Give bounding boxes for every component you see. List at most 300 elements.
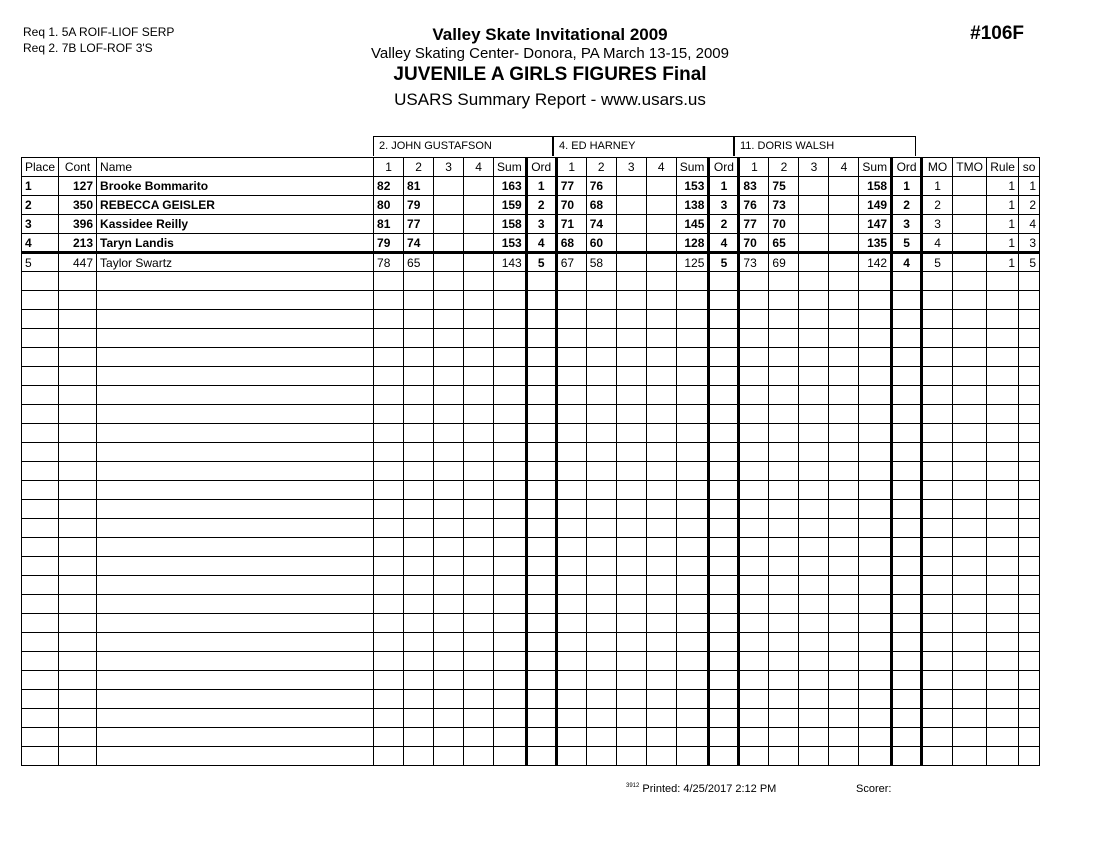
column-header-row	[22, 158, 1040, 177]
judge1-sum-cell	[494, 614, 527, 633]
judge2-sum-cell	[676, 500, 709, 519]
judge2-score-cell	[646, 462, 676, 481]
judge1-score-cell	[434, 652, 464, 671]
so-cell	[1019, 500, 1040, 519]
judge2-ord-cell	[709, 576, 739, 595]
judge2-sum-cell	[676, 462, 709, 481]
judge1-score-cell	[404, 652, 434, 671]
judge2-sum-cell	[676, 709, 709, 728]
judge1-sum-cell	[494, 272, 527, 291]
judge2-score-cell	[586, 405, 616, 424]
judge3-score-cell: 70	[739, 234, 769, 253]
judge2-score-cell	[556, 424, 586, 443]
judge1-score-cell	[374, 386, 404, 405]
judge1-score-cell	[374, 329, 404, 348]
judge-header-1: 2. JOHN GUSTAFSON	[373, 136, 553, 156]
rule-cell	[987, 310, 1019, 329]
judge2-score-cell: 74	[586, 215, 616, 234]
judge1-score-cell	[464, 633, 494, 652]
rule-cell	[987, 519, 1019, 538]
judge2-score-cell	[556, 671, 586, 690]
judge3-score-cell	[799, 234, 829, 253]
judge1-sum-cell	[494, 538, 527, 557]
place-cell	[22, 443, 59, 462]
judge2-score-cell	[616, 405, 646, 424]
judge1-score-cell: 74	[404, 234, 434, 253]
judge1-score-cell	[434, 709, 464, 728]
judge2-sum-cell	[676, 538, 709, 557]
judge2-score-cell	[586, 519, 616, 538]
empty-row	[22, 481, 1040, 500]
judge3-ord-cell	[892, 747, 922, 766]
judge1-sum-cell: 143	[494, 253, 527, 272]
so-cell	[1019, 272, 1040, 291]
judge1-score-cell	[374, 709, 404, 728]
col-j1-score4: 4	[464, 158, 494, 177]
judge2-ord-cell	[709, 595, 739, 614]
col-j3-sum: Sum	[859, 158, 892, 177]
judge2-score-cell	[556, 405, 586, 424]
judge2-ord-cell	[709, 481, 739, 500]
cont-cell: 396	[59, 215, 97, 234]
place-cell	[22, 386, 59, 405]
judge2-score-cell	[616, 196, 646, 215]
judge2-sum-cell	[676, 310, 709, 329]
mo-cell	[922, 690, 953, 709]
judge2-score-cell	[586, 633, 616, 652]
judge3-ord-cell	[892, 443, 922, 462]
cont-cell	[59, 519, 97, 538]
so-cell	[1019, 652, 1040, 671]
table-row	[22, 253, 1040, 272]
judge1-ord-cell	[526, 652, 556, 671]
judge1-score-cell: 79	[374, 234, 404, 253]
judge3-score-cell	[829, 272, 859, 291]
name-cell	[97, 291, 374, 310]
judge2-score-cell	[616, 329, 646, 348]
tmo-cell	[953, 291, 987, 310]
judge3-sum-cell	[859, 671, 892, 690]
judge2-score-cell	[646, 215, 676, 234]
so-cell: 5	[1019, 253, 1040, 272]
tmo-cell	[953, 633, 987, 652]
judge3-score-cell	[769, 557, 799, 576]
tmo-cell	[953, 367, 987, 386]
judge1-score-cell	[464, 690, 494, 709]
mo-cell	[922, 348, 953, 367]
name-cell	[97, 671, 374, 690]
judge2-score-cell	[646, 177, 676, 196]
judge2-score-cell	[616, 538, 646, 557]
judge1-sum-cell	[494, 481, 527, 500]
judge2-sum-cell	[676, 405, 709, 424]
judge2-ord-cell	[709, 538, 739, 557]
so-cell	[1019, 481, 1040, 500]
judge2-score-cell	[556, 348, 586, 367]
judge1-ord-cell	[526, 443, 556, 462]
judge3-score-cell	[799, 538, 829, 557]
judge2-score-cell	[586, 728, 616, 747]
judge1-ord-cell	[526, 538, 556, 557]
judge3-score-cell	[739, 633, 769, 652]
judge1-sum-cell: 153	[494, 234, 527, 253]
judge1-sum-cell	[494, 576, 527, 595]
cont-cell	[59, 500, 97, 519]
requirement-1: Req 1. 5A ROIF-LIOF SERP	[23, 25, 175, 39]
place-cell: 5	[22, 253, 59, 272]
col-j1-score1: 1	[374, 158, 404, 177]
judge2-score-cell	[646, 614, 676, 633]
judge1-score-cell	[434, 690, 464, 709]
judge1-score-cell	[434, 500, 464, 519]
judge1-sum-cell: 158	[494, 215, 527, 234]
judge1-score-cell	[434, 633, 464, 652]
judge1-score-cell	[434, 177, 464, 196]
cont-cell	[59, 538, 97, 557]
judge3-score-cell	[829, 443, 859, 462]
judge3-sum-cell: 158	[859, 177, 892, 196]
judge2-score-cell	[586, 424, 616, 443]
judge2-score-cell	[616, 424, 646, 443]
judge1-score-cell	[434, 367, 464, 386]
so-cell	[1019, 386, 1040, 405]
judge3-score-cell	[829, 310, 859, 329]
judge2-sum-cell	[676, 595, 709, 614]
judge1-score-cell	[404, 747, 434, 766]
judge1-score-cell	[464, 576, 494, 595]
judge3-sum-cell	[859, 690, 892, 709]
judge2-sum-cell	[676, 633, 709, 652]
judge2-ord-cell	[709, 652, 739, 671]
judge2-sum-cell: 153	[676, 177, 709, 196]
judge3-score-cell	[769, 310, 799, 329]
col-j1-ord: Ord	[526, 158, 556, 177]
judge1-score-cell	[374, 367, 404, 386]
judge1-score-cell	[374, 690, 404, 709]
judge3-score-cell	[799, 481, 829, 500]
mo-cell	[922, 272, 953, 291]
mo-cell	[922, 386, 953, 405]
so-cell	[1019, 443, 1040, 462]
judge1-score-cell	[434, 728, 464, 747]
col-j3-score3: 3	[799, 158, 829, 177]
tmo-cell	[953, 747, 987, 766]
tmo-cell	[953, 177, 987, 196]
judge3-score-cell	[799, 671, 829, 690]
judge3-sum-cell	[859, 367, 892, 386]
col-j3-score4: 4	[829, 158, 859, 177]
name-cell	[97, 348, 374, 367]
judge1-ord-cell	[526, 671, 556, 690]
mo-cell	[922, 329, 953, 348]
empty-row	[22, 310, 1040, 329]
rule-cell	[987, 728, 1019, 747]
judge1-score-cell	[464, 424, 494, 443]
document-title: Valley Skate Invitational 2009	[432, 25, 668, 44]
judge1-sum-cell	[494, 671, 527, 690]
empty-row	[22, 367, 1040, 386]
judge1-score-cell	[464, 443, 494, 462]
empty-row	[22, 500, 1040, 519]
so-cell	[1019, 709, 1040, 728]
judge3-score-cell	[769, 481, 799, 500]
cont-cell	[59, 310, 97, 329]
judge1-score-cell	[434, 747, 464, 766]
judge1-sum-cell	[494, 747, 527, 766]
judge3-score-cell	[799, 633, 829, 652]
rule-cell	[987, 633, 1019, 652]
judge2-sum-cell	[676, 272, 709, 291]
rule-cell	[987, 348, 1019, 367]
so-cell: 3	[1019, 234, 1040, 253]
judge2-score-cell	[556, 576, 586, 595]
judge3-ord-cell	[892, 348, 922, 367]
judge1-sum-cell	[494, 519, 527, 538]
cont-cell	[59, 709, 97, 728]
judge1-score-cell	[464, 500, 494, 519]
rule-cell: 1	[987, 215, 1019, 234]
judge2-score-cell: 71	[556, 215, 586, 234]
judge1-ord-cell	[526, 690, 556, 709]
judge2-score-cell	[646, 690, 676, 709]
col-j1-score3: 3	[434, 158, 464, 177]
cont-cell: 213	[59, 234, 97, 253]
cont-cell	[59, 671, 97, 690]
judge1-sum-cell	[494, 424, 527, 443]
rule-cell	[987, 481, 1019, 500]
judge2-sum-cell	[676, 690, 709, 709]
judge2-score-cell	[616, 709, 646, 728]
name-cell	[97, 595, 374, 614]
judge1-ord-cell: 1	[526, 177, 556, 196]
judge1-score-cell	[434, 272, 464, 291]
judge2-score-cell	[556, 728, 586, 747]
judge1-score-cell	[404, 272, 434, 291]
judge3-score-cell	[739, 329, 769, 348]
name-cell	[97, 310, 374, 329]
judge1-score-cell	[434, 481, 464, 500]
judge2-sum-cell: 145	[676, 215, 709, 234]
judge3-score-cell	[739, 652, 769, 671]
judge2-score-cell	[646, 557, 676, 576]
rule-cell	[987, 443, 1019, 462]
judge3-sum-cell	[859, 576, 892, 595]
judge2-sum-cell	[676, 424, 709, 443]
col-j2-score1: 1	[556, 158, 586, 177]
rule-cell	[987, 747, 1019, 766]
judge3-score-cell	[799, 310, 829, 329]
judge2-score-cell	[556, 709, 586, 728]
name-cell	[97, 690, 374, 709]
empty-row	[22, 272, 1040, 291]
judge2-score-cell	[616, 576, 646, 595]
judge1-score-cell	[464, 234, 494, 253]
empty-row	[22, 348, 1040, 367]
judge2-sum-cell	[676, 367, 709, 386]
judge2-score-cell	[616, 595, 646, 614]
mo-cell	[922, 557, 953, 576]
judge1-score-cell	[464, 481, 494, 500]
col-j2-sum: Sum	[676, 158, 709, 177]
judge3-score-cell	[739, 348, 769, 367]
judge1-score-cell	[404, 310, 434, 329]
name-cell: Kassidee Reilly	[97, 215, 374, 234]
judge2-score-cell	[586, 329, 616, 348]
place-cell	[22, 728, 59, 747]
empty-row	[22, 576, 1040, 595]
judge3-score-cell	[739, 671, 769, 690]
judge2-ord-cell	[709, 690, 739, 709]
judge1-ord-cell	[526, 310, 556, 329]
judge3-score-cell	[799, 614, 829, 633]
judge2-score-cell	[586, 595, 616, 614]
cont-cell	[59, 386, 97, 405]
place-cell	[22, 690, 59, 709]
judge3-score-cell	[829, 652, 859, 671]
place-cell	[22, 272, 59, 291]
table-row	[22, 215, 1040, 234]
judge3-score-cell	[739, 500, 769, 519]
judge1-ord-cell	[526, 557, 556, 576]
judge3-score-cell	[829, 690, 859, 709]
judge1-score-cell	[434, 405, 464, 424]
col-j3-score1: 1	[739, 158, 769, 177]
judge2-score-cell	[616, 348, 646, 367]
judge2-score-cell: 68	[556, 234, 586, 253]
judge3-sum-cell	[859, 405, 892, 424]
name-cell	[97, 367, 374, 386]
judge1-score-cell	[434, 329, 464, 348]
judge2-score-cell	[556, 310, 586, 329]
judge1-score-cell	[434, 519, 464, 538]
judge-header-3: 11. DORIS WALSH	[734, 136, 916, 156]
tmo-cell	[953, 481, 987, 500]
judge1-score-cell	[374, 443, 404, 462]
judge2-score-cell	[616, 519, 646, 538]
judge3-score-cell	[739, 747, 769, 766]
cont-cell: 447	[59, 253, 97, 272]
judge1-sum-cell	[494, 690, 527, 709]
judge3-ord-cell	[892, 576, 922, 595]
name-cell: Taryn Landis	[97, 234, 374, 253]
judge2-score-cell	[646, 386, 676, 405]
judge2-score-cell: 70	[556, 196, 586, 215]
so-cell	[1019, 747, 1040, 766]
judge1-score-cell	[374, 671, 404, 690]
judge2-ord-cell	[709, 728, 739, 747]
tmo-cell	[953, 595, 987, 614]
judge1-score-cell	[434, 253, 464, 272]
rule-cell	[987, 576, 1019, 595]
name-cell	[97, 709, 374, 728]
place-cell	[22, 595, 59, 614]
judge3-ord-cell	[892, 500, 922, 519]
judge1-score-cell	[404, 424, 434, 443]
tmo-cell	[953, 671, 987, 690]
rule-cell	[987, 690, 1019, 709]
judge1-ord-cell	[526, 519, 556, 538]
judge3-ord-cell	[892, 595, 922, 614]
judge2-score-cell	[556, 481, 586, 500]
judge1-score-cell	[374, 481, 404, 500]
judge1-score-cell	[404, 557, 434, 576]
judge1-sum-cell	[494, 652, 527, 671]
mo-cell	[922, 652, 953, 671]
judge2-score-cell	[586, 386, 616, 405]
judge1-score-cell	[374, 747, 404, 766]
mo-cell: 3	[922, 215, 953, 234]
judge1-score-cell	[464, 329, 494, 348]
tmo-cell	[953, 234, 987, 253]
judge3-score-cell	[829, 671, 859, 690]
place-cell	[22, 538, 59, 557]
judge2-score-cell	[556, 500, 586, 519]
judge3-ord-cell	[892, 310, 922, 329]
judge3-score-cell	[799, 557, 829, 576]
col-so: so	[1019, 158, 1040, 177]
judge3-score-cell	[799, 348, 829, 367]
table-row	[22, 177, 1040, 196]
event-code: #106F	[970, 23, 1024, 44]
judge3-score-cell: 76	[739, 196, 769, 215]
judge2-score-cell	[646, 234, 676, 253]
so-cell	[1019, 538, 1040, 557]
judge3-score-cell	[799, 386, 829, 405]
judge1-score-cell	[404, 671, 434, 690]
judge1-score-cell	[464, 310, 494, 329]
judge1-score-cell	[464, 709, 494, 728]
judge3-sum-cell: 149	[859, 196, 892, 215]
judge1-score-cell	[404, 291, 434, 310]
judge3-score-cell	[829, 595, 859, 614]
mo-cell	[922, 424, 953, 443]
judge3-score-cell	[769, 652, 799, 671]
judge3-score-cell	[739, 557, 769, 576]
judge3-sum-cell	[859, 728, 892, 747]
judge2-score-cell	[556, 367, 586, 386]
judge3-score-cell	[829, 386, 859, 405]
footer-code: 3912	[626, 783, 640, 789]
judge3-ord-cell: 5	[892, 234, 922, 253]
judge2-sum-cell: 125	[676, 253, 709, 272]
place-cell: 1	[22, 177, 59, 196]
judge1-score-cell	[464, 386, 494, 405]
tmo-cell	[953, 728, 987, 747]
judge3-ord-cell	[892, 272, 922, 291]
judge2-ord-cell	[709, 405, 739, 424]
judge2-score-cell	[616, 481, 646, 500]
judge1-score-cell	[374, 538, 404, 557]
judge1-score-cell: 81	[374, 215, 404, 234]
judge1-score-cell	[464, 462, 494, 481]
judge2-score-cell	[646, 633, 676, 652]
so-cell	[1019, 405, 1040, 424]
place-cell	[22, 576, 59, 595]
venue-line: Valley Skating Center- Donora, PA March 13-15, 2009	[371, 45, 729, 62]
judge1-score-cell	[464, 728, 494, 747]
judge3-score-cell	[799, 652, 829, 671]
judge3-ord-cell	[892, 367, 922, 386]
judge3-sum-cell	[859, 386, 892, 405]
so-cell	[1019, 310, 1040, 329]
cont-cell	[59, 405, 97, 424]
judge2-score-cell	[616, 633, 646, 652]
cont-cell	[59, 652, 97, 671]
judge3-score-cell	[769, 690, 799, 709]
judge2-score-cell	[556, 538, 586, 557]
event-title: JUVENILE A GIRLS FIGURES Final	[393, 64, 707, 85]
judge2-score-cell	[616, 747, 646, 766]
